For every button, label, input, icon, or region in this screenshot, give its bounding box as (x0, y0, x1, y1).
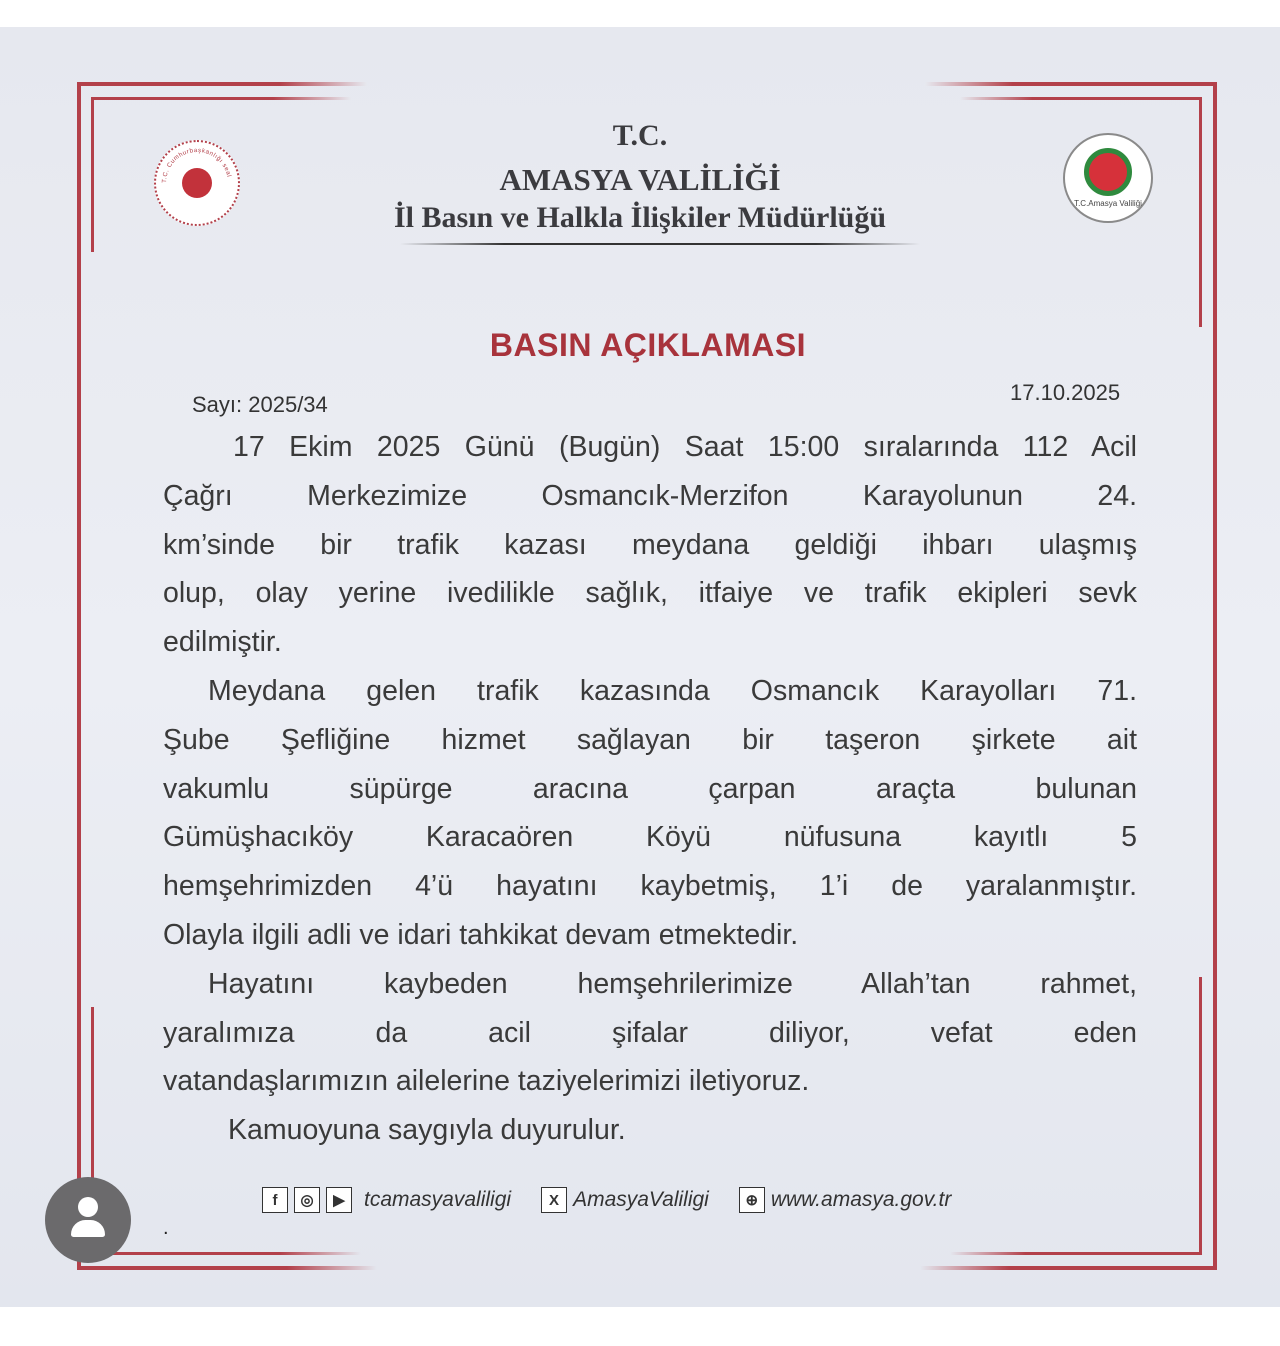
press-release-document (0, 27, 1280, 1307)
paragraph-line: 17 Ekim 2025 Günü (Bugün) Saat 15:00 sıralarında 112 Acil (233, 431, 1137, 463)
paragraph-line: Kamuoyuna saygıyla duyurulur. (228, 1114, 626, 1147)
paragraph-line: yaralımıza da acil şifalar diliyor, vefat eden (163, 1016, 1137, 1049)
paragraph-line: Olayla ilgili adli ve idari tahkikat devam etmektedir. (163, 918, 799, 951)
header-department: İl Basın ve Halkla İlişkiler Müdürlüğü (393, 201, 887, 234)
social-handle[interactable]: tcamasyavaliligi (364, 1188, 512, 1211)
governorship-logo-text: T.C.Amasya Valiliği (1074, 199, 1142, 208)
paragraph-line: Gümüşhacıköy Karacaören Köyü nüfusuna kayıtlı 5 (163, 821, 1137, 854)
globe-icon[interactable]: ⊕ (739, 1187, 765, 1213)
youtube-icon[interactable]: ▶ (326, 1187, 352, 1213)
document-body (163, 423, 1137, 1155)
paragraph-line: Meydana gelen trafik kazasında Osmancık Karayolları 71. (208, 674, 1137, 707)
frame-outer-right (1213, 82, 1217, 1270)
paragraph (163, 423, 1137, 667)
x-twitter-icon[interactable]: X (541, 1187, 567, 1213)
frame-inner-bottom-right (950, 1252, 1202, 1255)
frame-outer-bottom-left (77, 1266, 377, 1270)
frame-inner-right-bottom (1199, 977, 1202, 1255)
paragraph-line: Hayatını kaybeden hemşehrilerimize Allah’tan rahmet, (208, 967, 1137, 1000)
seal-lettering: T.C. Cumhurbaşkanlığı seal (160, 146, 233, 184)
paragraph-line: edilmiştir. (163, 626, 282, 659)
document-title: BASIN AÇIKLAMASI (489, 327, 807, 363)
frame-inner-top-right (960, 97, 1202, 100)
profile-avatar-button[interactable] (45, 1177, 131, 1263)
frame-inner-bottom-left (91, 1252, 361, 1255)
x-handle[interactable]: AmasyaValiligi (573, 1188, 709, 1211)
paragraph-line: Şube Şefliğine hizmet sağlayan bir taşeron şirkete ait (163, 723, 1137, 756)
document-number: Sayı: 2025/34 (192, 392, 328, 417)
frame-outer-left (77, 82, 81, 1270)
paragraph-line: olup, olay yerine ivedilikle sağlık, itfaiye ve trafik ekipleri sevk (163, 577, 1137, 610)
trailing-dot: . (163, 1217, 169, 1239)
user-icon (78, 1197, 98, 1217)
frame-inner-top-left (91, 97, 351, 100)
paragraph-line: Çağrı Merkezimize Osmancık-Merzifon Karayolunun 24. (163, 479, 1137, 512)
contact-footer (262, 1187, 951, 1213)
facebook-icon[interactable]: f (262, 1187, 288, 1213)
paragraph-line: vatandaşlarımızın ailelerine taziyelerimizi iletiyoruz. (163, 1065, 810, 1098)
paragraph-line: hemşehrimizden 4’ü hayatını kaybetmiş, 1’i de yaralanmıştır. (163, 870, 1137, 903)
paragraph-line: vakumlu süpürge aracına çarpan araçta bulunan (163, 772, 1137, 805)
header-tc: T.C. (612, 119, 668, 152)
paragraph (163, 667, 1137, 960)
paragraph (163, 1106, 1137, 1155)
frame-outer-bottom-right (920, 1266, 1217, 1270)
paragraph (163, 960, 1137, 1106)
paragraph-line: km’sinde bir trafik kazası meydana geldiği ihbarı ulaşmış (163, 528, 1137, 561)
header-governorship: AMASYA VALİLİĞİ (499, 162, 781, 197)
document-date: 17.10.2025 (1010, 380, 1121, 405)
header-divider (400, 243, 920, 245)
frame-outer-top-right (925, 82, 1217, 86)
website-link[interactable]: www.amasya.gov.tr (770, 1188, 952, 1211)
user-icon-body (71, 1220, 105, 1237)
instagram-icon[interactable]: ◎ (294, 1187, 320, 1213)
frame-outer-top-left (77, 82, 367, 86)
